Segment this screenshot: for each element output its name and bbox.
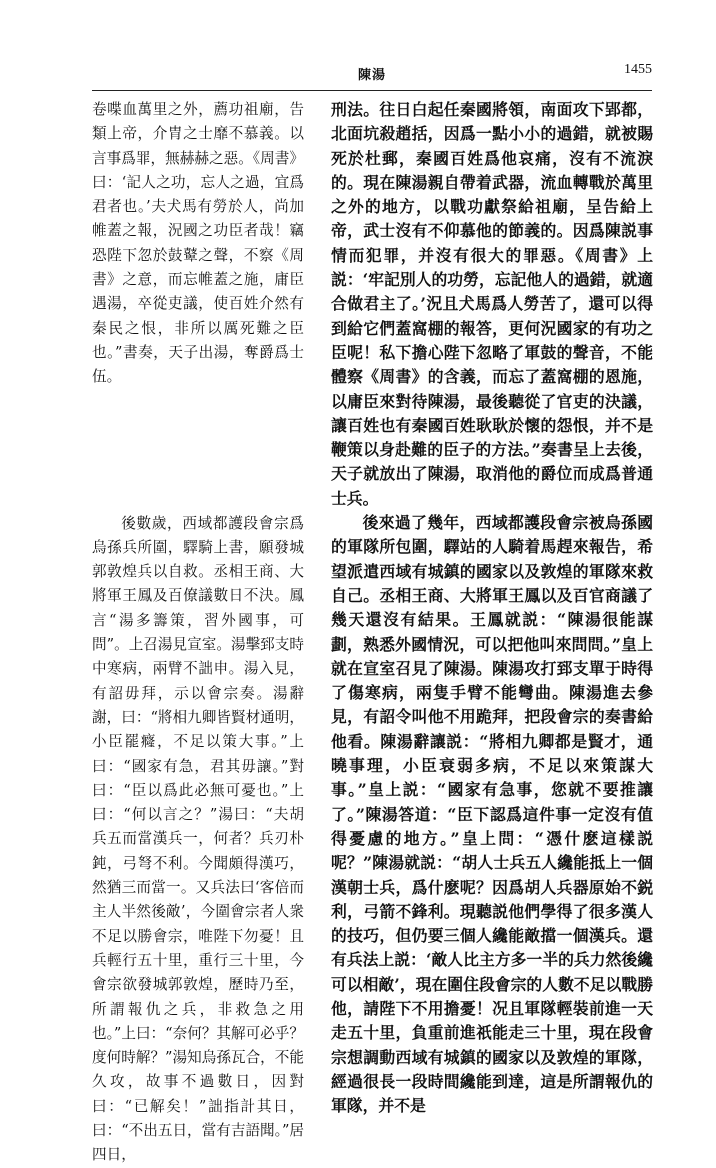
original-text-column: [92, 98, 304, 1168]
translation-paragraph-2: 後來過了幾年，西域都護段會宗被烏孫國的軍隊所包圍，驛站的人騎着馬趕來報告，希望派遣西域有城鎮的國家以及敦煌的軍隊來救自己。丞相王商、大將軍王鳳以及百官商議了幾天還沒有結果。王鳳就説：“陳湯很能謀劃，熟悉外國情況，可以把他叫來問問。”皇上就在宣室召見了陳湯。陳湯攻打郅支單于時得了傷寒病，兩隻手臂不能彎曲。陳湯進去參見，有詔令叫他不用跪拜，把段會宗的奏書給他看。陳湯辭讓説：“將相九卿都是賢才，通曉事理，小臣衰弱多病，不足以來策謀大事。”皇上説：“國家有急事，您就不要推讓了。”陳湯答道：“臣下認爲這件事一定沒有值得憂慮的地方。”皇上問：“憑什麽這樣説呢？”陳湯就説：“胡人士兵五人纔能抵上一個漢朝士兵，爲什麽呢？因爲胡人兵器原始不鋭利，弓箭不鋒利。現聽説他們學得了很多漢人的技巧，但仍要三個人纔能敵擋一個漢兵。還有兵法上説：‘敵人比主方多一半的兵力然後纔可以相敵’，現在圍住段會宗的人數不足以戰勝他，請陛下不用擔憂！况且軍隊輕裝前進一天走五十里，負重前進祇能走三十里，現在段會宗想調動西域有城鎮的國家以及敦煌的軍隊，經過很長一段時間纔能到達，這是所謂報仇的軍隊，并不是: [331, 513, 653, 1116]
page-number: 1455: [624, 62, 652, 77]
translation-paragraph-1: 刑法。往日白起任秦國將領，南面攻下郢都，北面坑殺趙括，因爲一點小小的過錯，就被賜死於杜郵，秦國百姓爲他哀痛，沒有不流淚的。現在陳湯親自帶着武器，流血轉戰於萬里之外的地方，以戰功獻祭給祖廟，呈告給上帝，武士沒有不仰慕他的節義的。因爲陳説事情而犯罪，并沒有很大的罪惡。《周書》上説：‘牢記別人的功勞，忘記他人的過錯，就適合做君主了。’況且犬馬爲人勞苦了，還可以得到給它們蓋窩棚的報答，更何況國家的有功之臣呢！私下擔心陛下忽略了軍鼓的聲音，不能體察《周書》的含義，而忘了蓋窩棚的恩施，以庸臣來對待陳湯，最後聽從了官吏的決議，讓百姓也有秦國百姓耿耿於懷的怨恨，并不是鞭策以身赴難的臣子的方法。”奏書呈上去後，天子就放出了陳湯，取消他的爵位而成爲普通士兵。: [331, 100, 653, 508]
running-header: [92, 60, 652, 91]
original-paragraph-1: 卷喋血萬里之外，薦功祖廟，告類上帝，介胄之士靡不慕義。以言事爲罪，無赫赫之惡。《周書》曰：‘記人之功，忘人之過，宜爲君者也。’夫犬馬有勞於人，尚加帷蓋之報，況國之功臣者哉！竊恐陛下忽於鼓鼙之聲，不察《周書》之意，而忘帷蓋之施，庸臣遇湯，卒從吏議，使百姓介然有秦民之恨，非所以厲死難之臣也。”書奏，天子出湯，奪爵爲士伍。: [92, 101, 304, 386]
header-title: 陳湯: [357, 68, 386, 83]
translation-column: [331, 98, 653, 1118]
original-paragraph-2: 後數歲，西域都護段會宗爲烏孫兵所圍，驛騎上書，願發城郭敦煌兵以自救。丞相王商、大將軍王鳳及百僚議數日不決。鳳言“湯多籌策，習外國事，可問”。上召湯見宣室。湯擊郅支時中寒病，兩臂不詘申。湯入見，有詔毋拜，示以會宗奏。湯辭謝，曰：“將相九卿皆賢材通明，小臣罷癃，不足以策大事。”上曰：“國家有急，君其毋讓。”對曰：“臣以爲此必無可憂也。”上曰：“何以言之？”湯曰：“夫胡兵五而當漢兵一，何者？兵刃朴鈍，弓弩不利。今聞頗得漢巧，然猶三而當一。又兵法曰‘客倍而主人半然後敵’，今圍會宗者人衆不足以勝會宗，唯陛下勿憂！且兵輕行五十里，重行三十里，今會宗欲發城郭敦煌，歷時乃至，所謂報仇之兵，非救急之用也。”上曰：“奈何？其解可必乎？度何時解？”湯知烏孫瓦合，不能久攻，故事不過數日，因對曰：“已解矣！”詘指計其日，曰：“不出五日，當有吉語聞。”居四日，: [92, 514, 304, 1164]
